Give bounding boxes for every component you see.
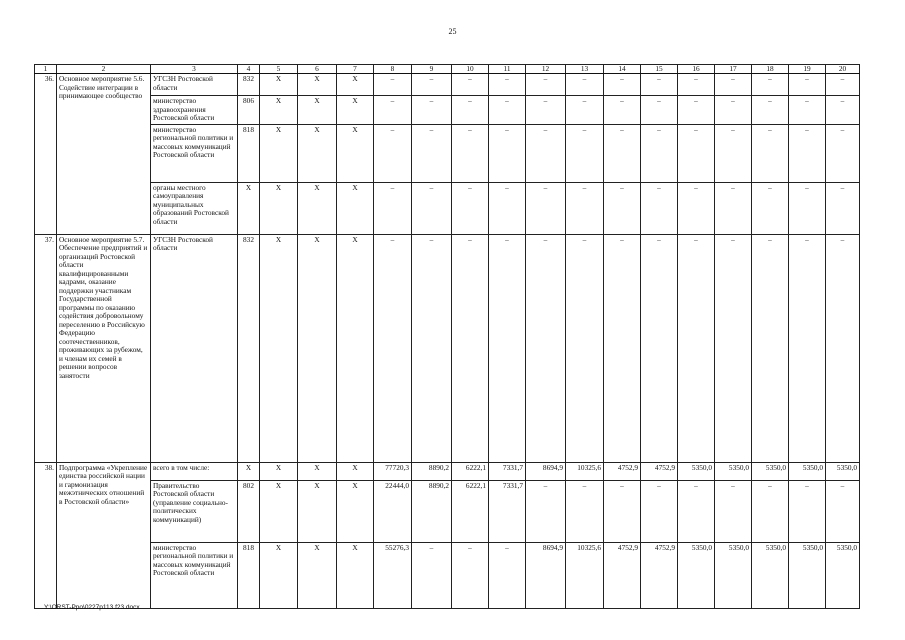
value-cell: Х xyxy=(298,542,337,608)
row-number: 36. xyxy=(35,74,57,235)
table-row xyxy=(35,74,860,96)
column-header: 16 xyxy=(678,65,715,74)
value-cell: – xyxy=(412,542,452,608)
value-cell: – xyxy=(526,480,566,542)
value-cell: 8694,9 xyxy=(526,462,566,480)
value-cell: – xyxy=(715,234,752,462)
value-cell: Х xyxy=(337,480,374,542)
value-cell: 77720,3 xyxy=(374,462,412,480)
value-cell: – xyxy=(826,74,860,96)
value-cell: Х xyxy=(337,96,374,125)
value-cell: – xyxy=(452,234,489,462)
value-cell: 4752,9 xyxy=(604,462,641,480)
column-header: 14 xyxy=(604,65,641,74)
value-cell: – xyxy=(715,96,752,125)
value-cell: – xyxy=(452,124,489,182)
executor-cell: министерство региональной политики и массовых коммуникаций Ростовской области xyxy=(151,542,238,608)
value-cell: 832 xyxy=(238,74,260,96)
column-header: 2 xyxy=(57,65,151,74)
value-cell: – xyxy=(566,182,604,234)
value-cell: – xyxy=(489,182,526,234)
value-cell: – xyxy=(489,96,526,125)
value-cell: – xyxy=(374,74,412,96)
column-header: 8 xyxy=(374,65,412,74)
column-header: 11 xyxy=(489,65,526,74)
value-cell: – xyxy=(715,74,752,96)
value-cell: – xyxy=(604,124,641,182)
value-cell: – xyxy=(489,124,526,182)
value-cell: – xyxy=(789,124,826,182)
header-row xyxy=(35,65,860,74)
value-cell: Х xyxy=(238,182,260,234)
value-cell: Х xyxy=(337,234,374,462)
value-cell: – xyxy=(826,234,860,462)
value-cell: – xyxy=(641,96,678,125)
value-cell: 4752,9 xyxy=(641,462,678,480)
value-cell: – xyxy=(678,234,715,462)
value-cell: Х xyxy=(260,74,298,96)
value-cell: 4752,9 xyxy=(604,542,641,608)
value-cell: – xyxy=(789,96,826,125)
executor-cell: УГСЗН Ростовской области xyxy=(151,74,238,96)
value-cell: Х xyxy=(260,462,298,480)
value-cell: Х xyxy=(337,74,374,96)
column-header: 18 xyxy=(752,65,789,74)
value-cell: – xyxy=(566,124,604,182)
value-cell: – xyxy=(789,480,826,542)
value-cell: 5350,0 xyxy=(826,462,860,480)
value-cell: 832 xyxy=(238,234,260,462)
row-number: 37. xyxy=(35,234,57,462)
value-cell: Х xyxy=(260,234,298,462)
value-cell: – xyxy=(826,124,860,182)
column-header: 5 xyxy=(260,65,298,74)
table-row xyxy=(35,462,860,480)
value-cell: 5350,0 xyxy=(715,542,752,608)
value-cell: – xyxy=(452,542,489,608)
value-cell: 818 xyxy=(238,124,260,182)
value-cell: – xyxy=(412,182,452,234)
table-row xyxy=(35,182,860,234)
value-cell: 8890,2 xyxy=(412,462,452,480)
value-cell: Х xyxy=(260,182,298,234)
value-cell: 4752,9 xyxy=(641,542,678,608)
value-cell: – xyxy=(752,182,789,234)
value-cell: – xyxy=(526,96,566,125)
column-header: 20 xyxy=(826,65,860,74)
value-cell: – xyxy=(826,96,860,125)
value-cell: 818 xyxy=(238,542,260,608)
value-cell: – xyxy=(566,234,604,462)
page-number: 25 xyxy=(448,27,457,36)
value-cell: Х xyxy=(298,462,337,480)
column-header: 6 xyxy=(298,65,337,74)
executor-cell: органы местного самоуправления муниципальных образований Ростовской области xyxy=(151,182,238,234)
value-cell: – xyxy=(566,96,604,125)
value-cell: – xyxy=(452,74,489,96)
column-header: 4 xyxy=(238,65,260,74)
value-cell: – xyxy=(752,74,789,96)
value-cell: – xyxy=(452,182,489,234)
value-cell: – xyxy=(789,234,826,462)
value-cell: – xyxy=(526,124,566,182)
value-cell: 5350,0 xyxy=(678,542,715,608)
value-cell: Х xyxy=(337,542,374,608)
table-row xyxy=(35,124,860,182)
budget-table xyxy=(34,64,860,609)
value-cell: – xyxy=(715,480,752,542)
value-cell: 802 xyxy=(238,480,260,542)
value-cell: – xyxy=(604,234,641,462)
row-number: 38. xyxy=(35,462,57,608)
value-cell: – xyxy=(789,182,826,234)
value-cell: 5350,0 xyxy=(789,462,826,480)
table-row xyxy=(35,480,860,542)
value-cell: Х xyxy=(298,234,337,462)
value-cell: 5350,0 xyxy=(678,462,715,480)
value-cell: – xyxy=(715,182,752,234)
value-cell: Х xyxy=(337,124,374,182)
program-name: Подпрограмма «Укрепление единства российской нации и гармонизация межэтнических отношений в Ростовской области» xyxy=(57,462,151,608)
value-cell: – xyxy=(678,74,715,96)
value-cell: – xyxy=(412,234,452,462)
value-cell: – xyxy=(604,480,641,542)
value-cell: – xyxy=(678,480,715,542)
value-cell: Х xyxy=(260,480,298,542)
value-cell: – xyxy=(566,74,604,96)
value-cell: Х xyxy=(337,182,374,234)
value-cell: Х xyxy=(238,462,260,480)
table-body xyxy=(35,65,860,609)
value-cell: – xyxy=(715,124,752,182)
value-cell: – xyxy=(489,234,526,462)
value-cell: – xyxy=(412,96,452,125)
value-cell: 8694,9 xyxy=(526,542,566,608)
column-header: 7 xyxy=(337,65,374,74)
value-cell: – xyxy=(678,182,715,234)
value-cell: – xyxy=(789,74,826,96)
value-cell: 5350,0 xyxy=(752,542,789,608)
table-row xyxy=(35,542,860,608)
value-cell: – xyxy=(412,74,452,96)
value-cell: – xyxy=(752,124,789,182)
value-cell: – xyxy=(452,96,489,125)
value-cell: 5350,0 xyxy=(715,462,752,480)
value-cell: 10325,6 xyxy=(566,462,604,480)
value-cell: – xyxy=(374,96,412,125)
value-cell: – xyxy=(526,182,566,234)
value-cell: 6222,1 xyxy=(452,462,489,480)
program-name: Основное мероприятие 5.6. Содействие интеграции в принимающее сообщество xyxy=(57,74,151,235)
value-cell: – xyxy=(678,124,715,182)
value-cell: – xyxy=(641,480,678,542)
value-cell: – xyxy=(826,480,860,542)
value-cell: 5350,0 xyxy=(826,542,860,608)
value-cell: Х xyxy=(298,480,337,542)
value-cell: Х xyxy=(337,462,374,480)
column-header: 17 xyxy=(715,65,752,74)
program-name: Основное мероприятие 5.7. Обеспечение предприятий и организаций Ростовской области квалифицированными кадрами, оказание поддержки участникам Государственной программы по оказанию содействия добровольному переселению в Российскую Федерацию соотечественников, проживающих за рубежом, и членам их семей в решении вопросов занятости xyxy=(57,234,151,462)
column-header: 10 xyxy=(452,65,489,74)
column-header: 9 xyxy=(412,65,452,74)
value-cell: – xyxy=(604,74,641,96)
value-cell: – xyxy=(752,480,789,542)
value-cell: – xyxy=(526,234,566,462)
executor-cell: министерство региональной политики и массовых коммуникаций Ростовской области xyxy=(151,124,238,182)
value-cell: – xyxy=(641,124,678,182)
executor-cell: министерство здравоохранения Ростовской области xyxy=(151,96,238,125)
value-cell: – xyxy=(641,234,678,462)
value-cell: – xyxy=(489,542,526,608)
value-cell: 7331,7 xyxy=(489,480,526,542)
value-cell: – xyxy=(752,234,789,462)
value-cell: 8890,2 xyxy=(412,480,452,542)
column-header: 15 xyxy=(641,65,678,74)
value-cell: – xyxy=(641,182,678,234)
value-cell: Х xyxy=(260,96,298,125)
value-cell: 10325,6 xyxy=(566,542,604,608)
value-cell: – xyxy=(641,74,678,96)
value-cell: – xyxy=(566,480,604,542)
executor-cell: всего в том числе: xyxy=(151,462,238,480)
column-header: 12 xyxy=(526,65,566,74)
column-header: 19 xyxy=(789,65,826,74)
value-cell: 55276,3 xyxy=(374,542,412,608)
value-cell: – xyxy=(526,74,566,96)
value-cell: – xyxy=(374,124,412,182)
value-cell: 5350,0 xyxy=(752,462,789,480)
footer-path: Y:\ORST-Ppo\0227p113.f23.docx xyxy=(44,604,140,611)
column-header: 13 xyxy=(566,65,604,74)
value-cell: Х xyxy=(298,96,337,125)
value-cell: – xyxy=(374,234,412,462)
column-header: 1 xyxy=(35,65,57,74)
value-cell: Х xyxy=(260,124,298,182)
value-cell: Х xyxy=(260,542,298,608)
value-cell: – xyxy=(374,182,412,234)
value-cell: 6222,1 xyxy=(452,480,489,542)
value-cell: 5350,0 xyxy=(789,542,826,608)
column-header: 3 xyxy=(151,65,238,74)
value-cell: – xyxy=(604,182,641,234)
value-cell: – xyxy=(489,74,526,96)
value-cell: 7331,7 xyxy=(489,462,526,480)
value-cell: 806 xyxy=(238,96,260,125)
table-row xyxy=(35,234,860,462)
executor-cell: Правительство Ростовской области (управление социально-политических коммуникаций) xyxy=(151,480,238,542)
value-cell: – xyxy=(678,96,715,125)
value-cell: 22444,0 xyxy=(374,480,412,542)
value-cell: Х xyxy=(298,124,337,182)
value-cell: Х xyxy=(298,74,337,96)
value-cell: – xyxy=(826,182,860,234)
value-cell: – xyxy=(412,124,452,182)
table-row xyxy=(35,96,860,125)
value-cell: – xyxy=(752,96,789,125)
value-cell: – xyxy=(604,96,641,125)
executor-cell: УГСЗН Ростовской области xyxy=(151,234,238,462)
value-cell: Х xyxy=(298,182,337,234)
